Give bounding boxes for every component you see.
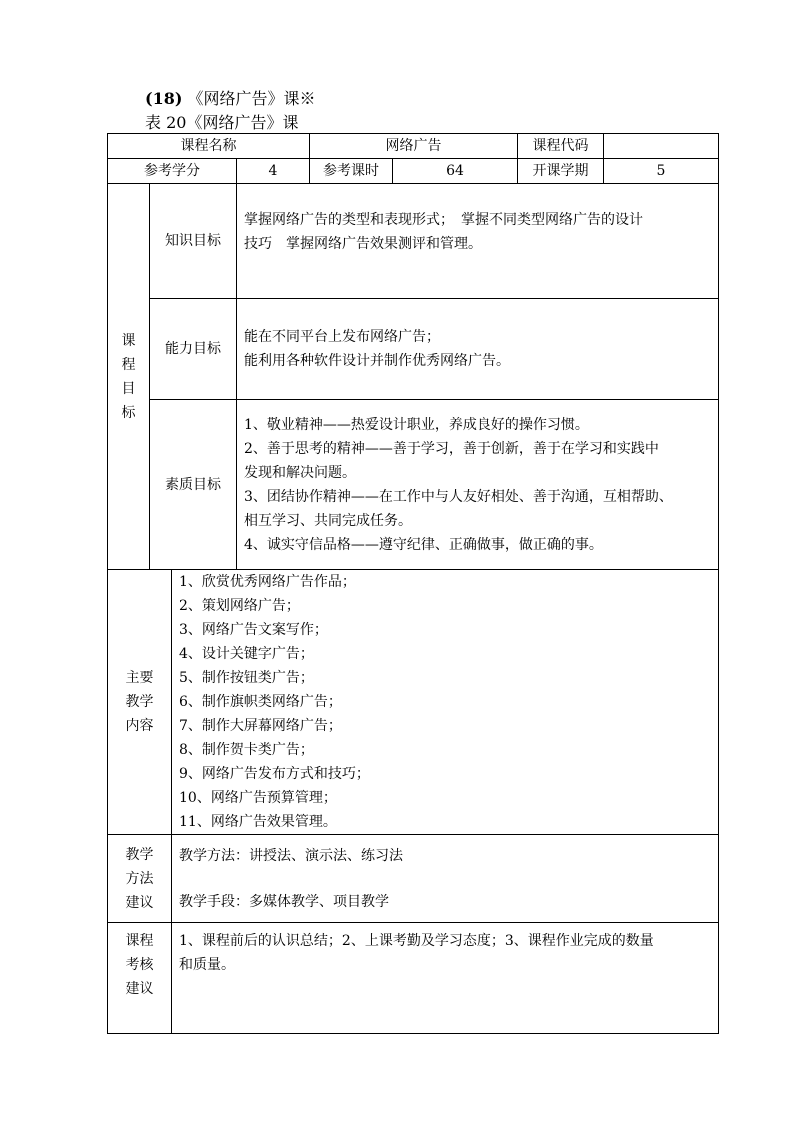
row-knowledge (108, 184, 719, 299)
hours-value: 64 (393, 159, 518, 184)
list-item: 5、制作按钮类广告； (179, 670, 314, 686)
section-title-text: 《网络广告》课※ (187, 89, 316, 108)
list-item: 6、制作旗帜类网络广告； (179, 694, 342, 710)
objectives-label: 课 程 目 标 (108, 184, 150, 570)
course-name-value: 网络广告 (310, 134, 518, 159)
assessment-label: 课程 考核 建议 (108, 923, 172, 1034)
course-code-label: 课程代码 (518, 134, 604, 159)
row-assessment (108, 923, 719, 1034)
row-quality (108, 400, 719, 570)
quality-label: 素质目标 (150, 400, 237, 570)
knowledge-content: 掌握网络广告的类型和表现形式； 掌握不同类型网络广告的设计 技巧 掌握网络广告效果测评和管理。 (237, 184, 719, 299)
list-item: 10、网络广告预算管理； (179, 790, 337, 806)
course-name-label: 课程名称 (108, 134, 310, 159)
row-methods (108, 835, 719, 923)
term-value: 5 (604, 159, 719, 184)
row-ability (108, 299, 719, 400)
content-list (172, 570, 719, 835)
table-caption: 表 20《网络广告》课 (145, 113, 299, 132)
list-item: 8、制作贺卡类广告； (179, 742, 314, 758)
row-content (108, 570, 719, 835)
section-number: (18) (145, 89, 183, 108)
list-item: 11、网络广告效果管理。 (179, 814, 337, 830)
ability-content: 能在不同平台上发布网络广告； 能利用各种软件设计并制作优秀网络广告。 (237, 299, 719, 400)
content-label: 主要 教学 内容 (108, 570, 172, 835)
knowledge-label: 知识目标 (150, 184, 237, 299)
term-label: 开课学期 (518, 159, 604, 184)
list-item: 7、制作大屏幕网络广告； (179, 718, 342, 734)
list-item: 3、网络广告文案写作； (179, 622, 328, 638)
assessment-content: 1、课程前后的认识总结；2、上课考勤及学习态度；3、课程作业完成的数量 和质量。 (172, 923, 719, 1034)
methods-label: 教学 方法 建议 (108, 835, 172, 923)
list-item: 9、网络广告发布方式和技巧； (179, 766, 370, 782)
course-code-value (604, 134, 719, 159)
course-table (107, 133, 719, 1034)
quality-content: 1、敬业精神——热爱设计职业，养成良好的操作习惯。 2、善于思考的精神——善于学习，善于创新，善于在学习和实践中 发现和解决问题。 3、团结协作精神——在工作中与人友好相处、善于沟通，互相帮助、 相互学习、共同完成任务。 4、诚实守信品格——遵守纪律、正确做事，做正确的事。 (237, 400, 719, 570)
section-title (145, 86, 316, 109)
list-item: 4、设计关键字广告； (179, 646, 314, 662)
methods-content (172, 835, 719, 923)
teaching-method: 教学方法：讲授法、演示法、练习法 (179, 847, 403, 864)
credit-value: 4 (237, 159, 310, 184)
ability-label: 能力目标 (150, 299, 237, 400)
list-item: 1、欣赏优秀网络广告作品； (179, 574, 356, 590)
credit-label: 参考学分 (108, 159, 237, 184)
row-course-name (108, 134, 719, 159)
teaching-means: 教学手段：多媒体教学、项目教学 (179, 893, 389, 910)
hours-label: 参考课时 (310, 159, 393, 184)
row-credits (108, 159, 719, 184)
list-item: 2、策划网络广告； (179, 598, 300, 614)
